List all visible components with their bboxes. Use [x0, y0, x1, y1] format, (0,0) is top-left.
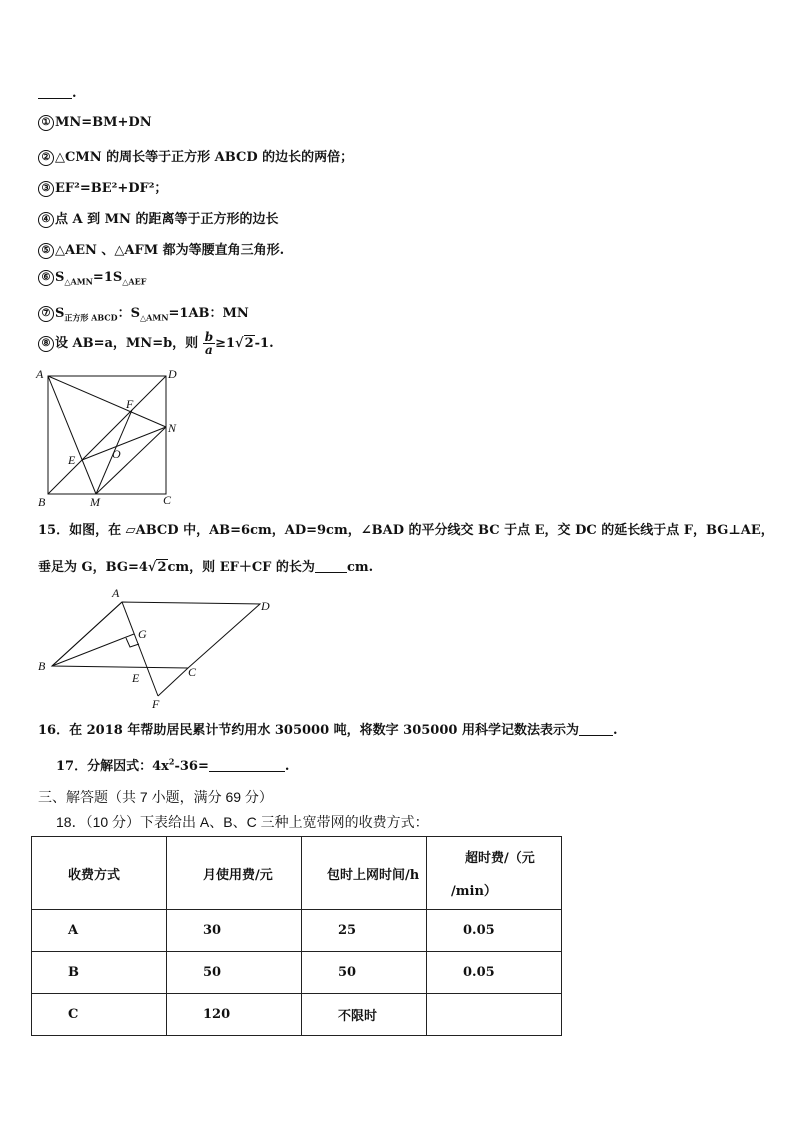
fraction — [203, 331, 215, 356]
option-number: ⑥ — [38, 270, 54, 286]
option-text: =1S — [92, 270, 123, 285]
label-F: F — [152, 697, 160, 711]
superscript: 2 — [168, 756, 175, 767]
q16 — [38, 719, 618, 738]
table-cell: B — [32, 952, 167, 994]
table-row — [32, 952, 562, 994]
label-D: D — [261, 599, 270, 613]
q17-text: -36= — [174, 759, 209, 774]
radicand: 2 — [244, 336, 254, 351]
q16-end: . — [612, 723, 618, 738]
label-A: A — [36, 367, 44, 381]
option-number: ⑤ — [38, 243, 54, 259]
option-text: -1. — [254, 336, 274, 351]
q17-text: 17．分解因式：4x — [56, 759, 169, 774]
q17 — [56, 755, 289, 774]
table-cell: 0.05 — [427, 910, 562, 952]
q15-text: 垂足为 G，BG= — [38, 560, 139, 575]
option-text: S — [55, 306, 65, 321]
option-text: MN=BM+DN — [55, 115, 152, 130]
section-title: 三、解答题（共 7 小题，满分 69 分） — [38, 789, 273, 805]
q17-end: . — [284, 759, 290, 774]
option-number: ① — [38, 115, 54, 131]
table-cell: 50 — [302, 952, 427, 994]
option-text: S — [55, 270, 65, 285]
table-row — [32, 994, 562, 1036]
q15-line-1: 15．如图，在 ▱ABCD 中，AB=6cm，AD=9cm，∠BAD 的平分线交 BC 于点 E，交 DC 的延长线于点 F，BG⊥AE， — [38, 523, 774, 538]
header-cell-line-2: /min） — [451, 884, 497, 899]
sqrt-expression: √2 — [147, 560, 167, 575]
option-text: △CMN 的周长等于正方形 ABCD 的边长的两倍； — [55, 150, 354, 165]
option-number: ③ — [38, 181, 54, 197]
label-O: O — [112, 447, 121, 461]
q15-line-2 — [38, 556, 373, 575]
answer-blank — [579, 723, 613, 736]
label-E: E — [68, 453, 76, 467]
fraction-denominator: a — [205, 343, 213, 357]
q14-option-5 — [38, 239, 284, 259]
q14-option-1 — [38, 115, 152, 131]
option-number: ⑦ — [38, 306, 54, 322]
table-row — [32, 910, 562, 952]
q14-option-2 — [38, 146, 353, 166]
subscript: △AMN — [64, 276, 93, 287]
subscript: △AEF — [122, 276, 147, 287]
q14-square-figure — [34, 364, 184, 512]
q15-text: cm. — [346, 560, 374, 575]
header-cell-line-1: 超时费/（元 — [465, 851, 535, 866]
label-B: B — [38, 495, 46, 509]
label-B: B — [38, 659, 46, 673]
answer-blank — [209, 759, 285, 772]
label-G: G — [138, 627, 147, 641]
header-cell: 月使用费/元 — [167, 837, 302, 910]
table-cell: 30 — [167, 910, 302, 952]
subscript: 正方形 ABCD — [64, 312, 118, 323]
label-M: M — [90, 495, 100, 509]
table-cell: 25 — [302, 910, 427, 952]
label-D: D — [168, 367, 177, 381]
q14-option-7 — [38, 302, 249, 324]
option-text: EF²=BE²+DF²； — [55, 181, 168, 196]
option-text: △AEN 、△AFM 都为等腰直角三角形. — [55, 243, 285, 258]
table-header-row — [32, 837, 562, 910]
option-text: ：S — [117, 306, 140, 321]
q15-text: cm，则 EF＋CF 的长为 — [167, 560, 315, 575]
q18-intro: 18．（10 分）下表给出 A、B、C 三种上宽带网的收费方式： — [56, 814, 429, 830]
q14-option-4 — [38, 208, 278, 228]
option-text: =1AB：MN — [168, 306, 249, 321]
answer-blank — [38, 86, 72, 99]
label-C: C — [188, 665, 197, 679]
subscript: △AMN — [140, 312, 169, 323]
q14-answer-line — [38, 86, 77, 101]
header-cell — [427, 837, 562, 910]
option-text: 设 AB=a，MN=b，则 — [55, 336, 199, 351]
q16-text: 16．在 2018 年帮助居民累计节约用水 305000 吨，将数字 305000 用科学记数法表示为 — [38, 723, 579, 738]
fee-table — [31, 836, 562, 1036]
q14-option-3 — [38, 177, 167, 197]
sqrt-expression: √2 — [235, 336, 254, 351]
table-cell: A — [32, 910, 167, 952]
option-text: 点 A 到 MN 的距离等于正方形的边长 — [55, 212, 279, 227]
label-C: C — [163, 493, 172, 507]
label-E: E — [132, 671, 140, 685]
fraction-numerator: b — [204, 330, 214, 344]
table-cell: 50 — [167, 952, 302, 994]
radicand: 2 — [157, 560, 167, 575]
end-mark: . — [72, 86, 77, 101]
option-number: ④ — [38, 212, 54, 228]
label-F: F — [126, 397, 134, 411]
answer-blank — [315, 560, 347, 573]
coefficient: 4 — [138, 560, 148, 575]
label-N: N — [168, 421, 177, 435]
header-cell: 收费方式 — [32, 837, 167, 910]
table-cell: 0.05 — [427, 952, 562, 994]
table-cell: 120 — [167, 994, 302, 1036]
option-number: ② — [38, 150, 54, 166]
table-cell — [427, 994, 562, 1036]
table-cell: 不限时 — [302, 994, 427, 1036]
table-cell: C — [32, 994, 167, 1036]
q14-option-6 — [38, 270, 146, 287]
header-cell: 包时上网时间/h — [302, 837, 427, 910]
q15-parallelogram-figure — [34, 584, 284, 714]
q14-option-8 — [38, 331, 274, 356]
label-A: A — [112, 586, 120, 600]
option-number: ⑧ — [38, 336, 54, 352]
option-text: ≥1 — [215, 336, 236, 351]
